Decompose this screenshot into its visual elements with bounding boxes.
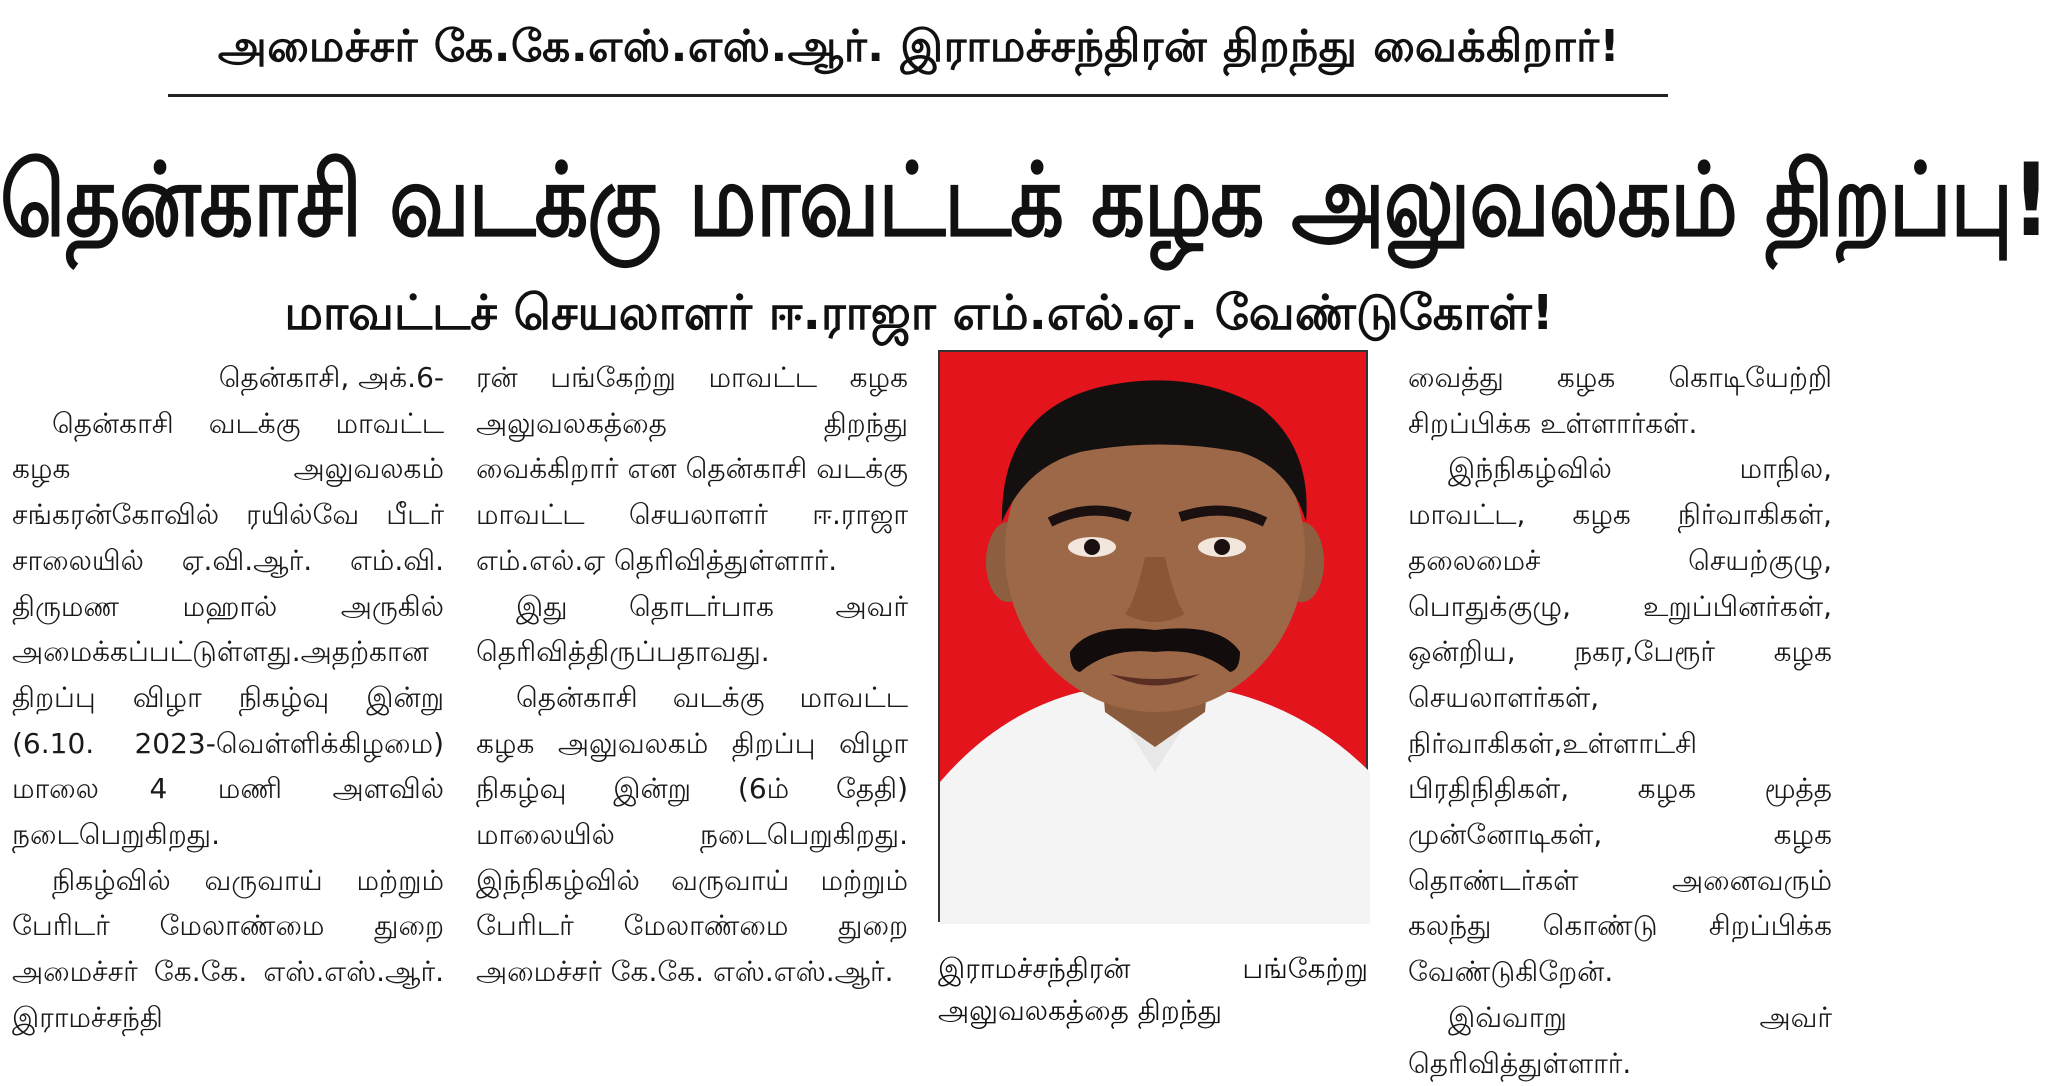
paragraph: ரன் பங்கேற்று மாவட்ட கழக அலுவலகத்தை திறந்து வைக்கிறார் என தென்காசி வடக்கு மாவட்ட செயலாளர் ஈ.ராஜா எம்.எல்.ஏ தெரிவித்துள்ளார். bbox=[476, 361, 908, 577]
article-column-1 bbox=[12, 355, 444, 1041]
kicker-headline: அமைச்சர் கே.கே.எஸ்.எஸ்.ஆர். இராமச்சந்திரன் திறந்து வைக்கிறார்! bbox=[217, 21, 1621, 72]
paragraph: இவ்வாறு அவர் தெரிவித்துள்ளார். bbox=[1408, 1000, 1832, 1080]
paragraph: தென்காசி வடக்கு மாவட்ட கழக அலுவலகம் சங்கரன்கோவில் ரயில்வே பீடர் சாலையில் ஏ.வி.ஆர். எம்.வி. திருமண மஹால் அருகில் அமைக்கப்பட்டுள்ளது.அதற்கான திறப்பு விழா நிகழ்வு இன்று (6.10. 2023-வெள்ளிக்கிழமை) மாலை 4 மணி அளவில் நடைபெறுகிறது. bbox=[12, 406, 444, 852]
paragraph: தென்காசி வடக்கு மாவட்ட கழக அலுவலகம் திறப்பு விழா நிகழ்வு இன்று (6ம் தேதி) மாலையில் நடைபெறுகிறது. இந்நிகழ்வில் வருவாய் மற்றும் பேரிடர் மேலாண்மை துறை அமைச்சர் கே.கே. எஸ்.எஸ்.ஆர். bbox=[476, 680, 908, 989]
portrait-illustration bbox=[940, 352, 1370, 924]
paragraph: இந்நிகழ்வில் மாநில, மாவட்ட, கழக நிர்வாகிகள், தலைமைச் செயற்குழு, பொதுக்குழு, உறுப்பினர்கள், ஒன்றிய, நகர,பேரூர் கழக செயலாளர்கள், நிர்வாகிகள்,உள்ளாட்சி பிரதிநிதிகள், கழக மூத்த முன்னோடிகள், கழக தொண்டர்கள் அனைவரும் கலந்து கொண்டு சிறப்பிக்க வேண்டுகிறேன். bbox=[1408, 452, 1832, 989]
kicker-divider bbox=[168, 94, 1668, 97]
dateline: தென்காசி, அக்.6- bbox=[218, 361, 444, 394]
paragraph: இது தொடர்பாக அவர் தெரிவித்திருப்பதாவது. bbox=[476, 589, 908, 669]
caption-text: இராமச்சந்திரன் பங்கேற்று அலுவலகத்தை திறந்து bbox=[938, 952, 1368, 1027]
sub-headline: மாவட்டச் செயலாளர் ஈ.ராஜா எம்.எல்.ஏ. வேண்டுகோள்! bbox=[284, 285, 1554, 341]
article-column-2 bbox=[476, 355, 908, 995]
article-column-4 bbox=[1408, 355, 1832, 1086]
photo-caption bbox=[938, 948, 1368, 1032]
paragraph: வைத்து கழக கொடியேற்றி சிறப்பிக்க உள்ளார்கள். bbox=[1408, 361, 1832, 440]
portrait-photo bbox=[938, 350, 1368, 922]
paragraph: நிகழ்வில் வருவாய் மற்றும் பேரிடர் மேலாண்மை துறை அமைச்சர் கே.கே. எஸ்.எஸ்.ஆர். இராமச்சந்தி bbox=[12, 863, 444, 1034]
main-headline: தென்காசி வடக்கு மாவட்டக் கழக அலுவலகம் திறப்பு! bbox=[0, 141, 2049, 259]
